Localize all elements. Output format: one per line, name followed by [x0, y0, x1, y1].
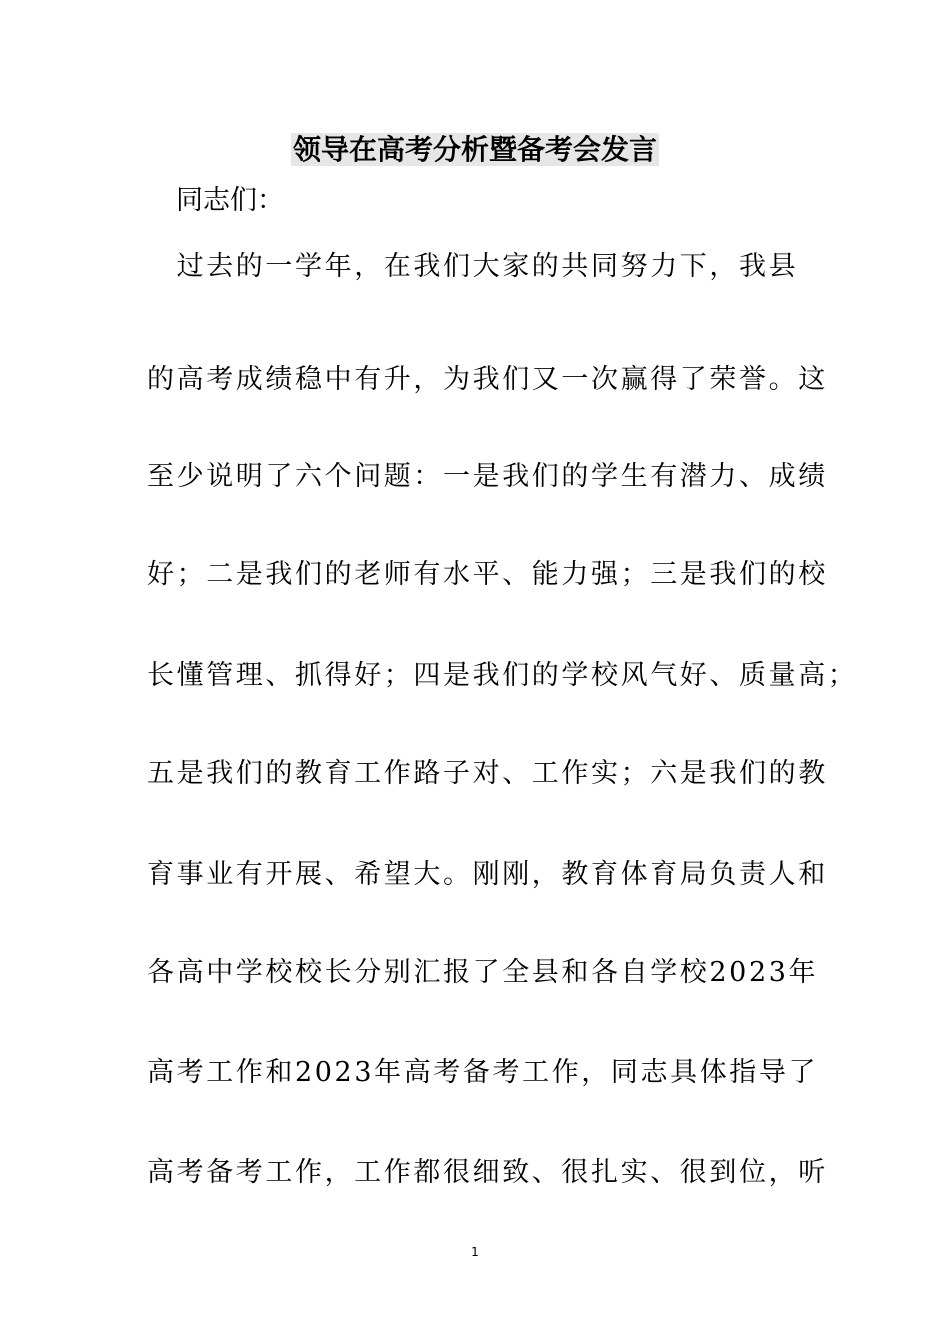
- salutation: 同志们：: [176, 185, 284, 216]
- paragraph-line: 过去的一学年，在我们大家的共同努力下，我县: [147, 251, 799, 282]
- paragraph-line: 好；二是我们的老师有水平、能力强；三是我们的校: [147, 559, 828, 590]
- paragraph-line: 育事业有开展、希望大。刚刚，教育体育局负责人和: [147, 859, 828, 890]
- paragraph-line: 五是我们的教育工作路子对、工作实；六是我们的教: [147, 758, 828, 789]
- paragraph-line: 的高考成绩稳中有升，为我们又一次赢得了荣誉。这: [147, 364, 828, 395]
- paragraph-line: 高考备考工作，工作都很细致、很扎实、很到位，听: [147, 1157, 828, 1188]
- paragraph-line: 各高中学校校长分别汇报了全县和各自学校2023年: [147, 957, 819, 988]
- paragraph-line: 长懂管理、抓得好；四是我们的学校风气好、质量高；: [147, 660, 858, 691]
- document-title: [0, 130, 950, 170]
- paragraph-line: 高考工作和2023年高考备考工作，同志具体指导了: [147, 1057, 819, 1088]
- document-title-text: 领导在高考分析暨备考会发言: [292, 133, 657, 166]
- page-number: 1: [471, 1245, 479, 1259]
- paragraph-line: 至少说明了六个问题：一是我们的学生有潜力、成绩: [147, 461, 828, 492]
